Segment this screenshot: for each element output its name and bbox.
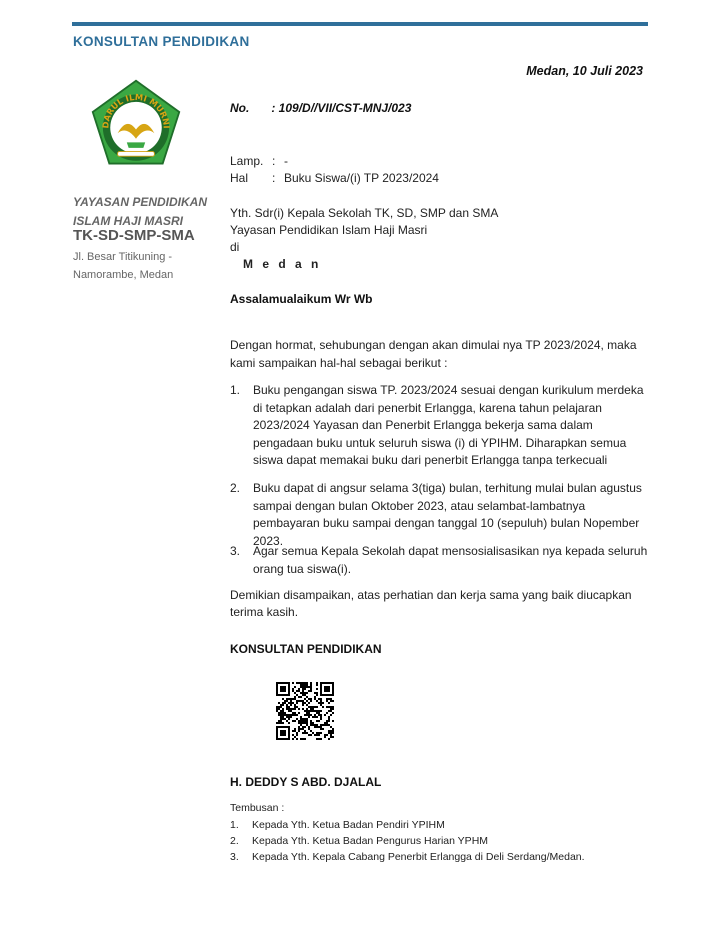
greeting: Assalamualaikum Wr Wb: [230, 292, 373, 306]
org-header: KONSULTAN PENDIDIKAN: [73, 34, 250, 49]
signer-name: H. DEDDY S ABD. DJALAL: [230, 775, 382, 789]
foundation-name-line2: ISLAM HAJI MASRI: [73, 214, 184, 228]
list-item-text: Buku dapat di angsur selama 3(tiga) bulan, terhitung mulai bulan agustus sampai dengan bulan Oktober 2023, atau selambat-lambatnya pembayaran buku sampai dengan tanggal 10 (sepuluh) bulan Nopember 2023.: [253, 481, 642, 548]
cc-item-text: Kepada Yth. Kepala Cabang Penerbit Erlangga di Deli Serdang/Medan.: [252, 851, 585, 863]
letter-number: [230, 101, 411, 115]
qr-code-icon: [276, 682, 334, 740]
list-item-number: 1.: [230, 383, 241, 397]
list-item-number: 3.: [230, 544, 241, 558]
letter-date: Medan, 10 Juli 2023: [526, 64, 643, 78]
cc-item-text: Kepada Yth. Ketua Badan Pengurus Harian YPHM: [252, 835, 489, 847]
recipient-line3: di: [230, 240, 240, 254]
letter-meta: [230, 153, 439, 187]
cc-item-number: 1.: [230, 819, 239, 831]
intro-paragraph: Dengan hormat, sehubungan dengan akan dimulai nya TP 2023/2024, maka kami sampaikan hal-hal sebagai berikut :: [230, 338, 637, 370]
list-item-text: Buku pengangan siswa TP. 2023/2024 sesuai dengan kurikulum merdeka di tetapkan adalah dari penerbit Erlangga, karena tahun pelajaran 2023/2024 Yayasan dan Penerbit Erlangga bekerja sama dalam pengadaan buku untuk seluruh siswa (i) di YPIHM. Diharapkan semua siswa dapat memakai buku dari penerbit Erlangga tanpa terkecuali: [253, 383, 644, 467]
hal-row: [230, 170, 439, 187]
list-item-text: Agar semua Kepala Sekolah dapat mensosialisasikan nya kepada seluruh orang tua siswa(i).: [253, 544, 648, 576]
lamp-colon: :: [272, 154, 276, 168]
signature-title: KONSULTAN PENDIDIKAN: [230, 642, 382, 656]
hal-label: Hal: [230, 171, 249, 185]
list-item: [230, 480, 650, 550]
recipient-line1: Yth. Sdr(i) Kepala Sekolah TK, SD, SMP dan SMA: [230, 206, 499, 220]
cc-item-number: 2.: [230, 835, 239, 847]
list-item: [230, 382, 650, 470]
cc-item-text: Kepada Yth. Ketua Badan Pendiri YPIHM: [252, 819, 445, 831]
recipient-line2: Yayasan Pendidikan Islam Haji Masri: [230, 223, 428, 237]
hal-value: Buku Siswa/(i) TP 2023/2024: [284, 171, 439, 185]
foundation-logo-icon: [90, 78, 182, 170]
lamp-row: [230, 153, 439, 170]
recipient-block: [230, 205, 498, 273]
cc-item: [230, 819, 445, 831]
address-line2: Namorambe, Medan: [73, 269, 174, 281]
hal-colon: :: [272, 171, 276, 185]
recipient-city: M e d a n: [243, 257, 322, 271]
foundation-name-line1: YAYASAN PENDIDIKAN: [73, 195, 208, 209]
letter-number-value: : 109/D//VII/CST-MNJ/023: [271, 101, 412, 115]
foundation-name: [73, 193, 207, 231]
closing-paragraph: Demikian disampaikan, atas perhatian dan kerja sama yang baik diucapkan terima kasih.: [230, 588, 632, 619]
logo-arc-text: DARUL ILMI MURNI: [100, 91, 172, 129]
school-levels: TK-SD-SMP-SMA: [73, 227, 195, 244]
foundation-address: [73, 248, 173, 284]
cc-item: [230, 835, 488, 847]
address-line1: Jl. Besar Titikuning -: [73, 251, 173, 263]
cc-label: Tembusan :: [230, 802, 285, 814]
cc-item: [230, 851, 585, 863]
lamp-label: Lamp.: [230, 154, 264, 168]
letter-number-label: No.: [230, 101, 250, 115]
cc-item-number: 3.: [230, 851, 239, 863]
list-item-number: 2.: [230, 481, 241, 495]
lamp-value: -: [284, 154, 288, 168]
top-rule: [72, 22, 648, 26]
list-item: [230, 543, 650, 578]
